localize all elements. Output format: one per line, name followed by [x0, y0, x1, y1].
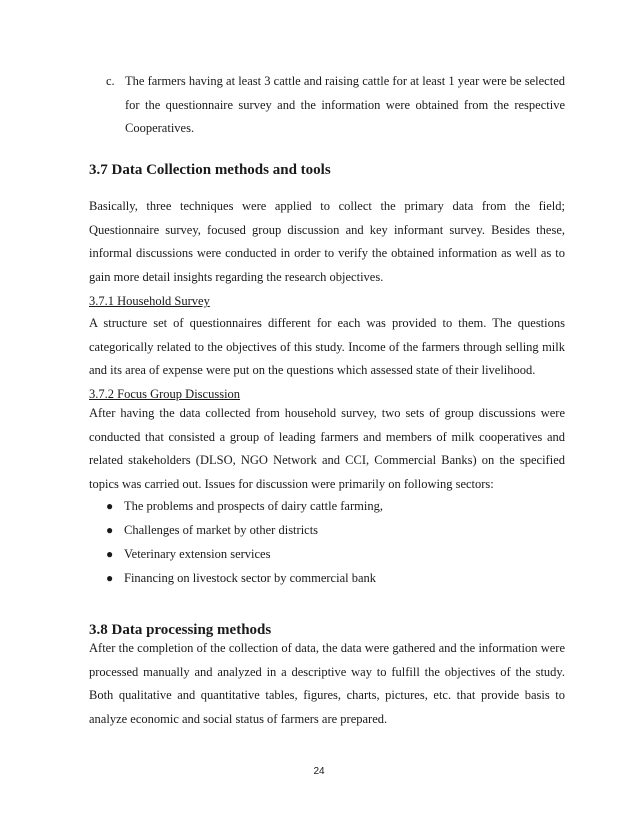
bullet-icon: ● — [106, 570, 114, 585]
subsection-paragraph-3-7-1: A structure set of questionnaires different for each was provided to them. The questions categorically related to the objectives of this study. Income of the farmers through selling milk and its area of expense were put on the questions which assessed state of their livelihood. — [89, 316, 565, 377]
list-item — [106, 494, 565, 518]
section-heading-3-7: 3.7 Data Collection methods and tools — [89, 162, 331, 178]
bullet-icon: ● — [106, 522, 114, 537]
section-paragraph-3-7: Basically, three techniques were applied to collect the primary data from the field; Questionnaire survey, focused group discussion and key informant survey. Besides these, informal discussions were conducted in order to verify the obtained information as well as to gain more detail insights regarding the research objectives. — [89, 199, 565, 284]
list-item — [106, 518, 565, 542]
subsection-heading-3-7-1: 3.7.1 Household Survey — [89, 294, 210, 308]
section-heading-3-8: 3.8 Data processing methods — [89, 622, 272, 638]
list-item-text: Financing on livestock sector by commercial bank — [124, 570, 377, 585]
list-item-text: Challenges of market by other districts — [124, 522, 319, 537]
list-item-text: The farmers having at least 3 cattle and raising cattle for at least 1 year were be selected for the questionnaire survey and the information were obtained from the respective Cooperatives. — [125, 74, 565, 135]
section-paragraph-3-8: After the completion of the collection of data, the data were gathered and the information were processed manually and analyzed in a descriptive way to fulfill the objectives of the study. Both qualitative and quantitative tables, figures, charts, pictures, etc. that provide basis to analyze economic and social status of farmers are prepared. — [89, 641, 565, 726]
list-item-text: Veterinary extension services — [124, 546, 271, 561]
list-item-text: The problems and prospects of dairy cattle farming, — [124, 498, 383, 513]
page-number: 24 — [313, 766, 325, 777]
discussion-topics-list — [106, 494, 565, 590]
subsection-paragraph-3-7-2: After having the data collected from household survey, two sets of group discussions were conducted that consisted a group of leading farmers and members of milk cooperatives and related stakeholders (DLSO, NGO Network and CCI, Commercial Banks) on the specified topics was carried out. Issues for discussion were primarily on following sectors: — [89, 406, 565, 491]
list-item — [106, 542, 565, 566]
list-item-c — [106, 70, 565, 141]
bullet-icon: ● — [106, 546, 114, 561]
list-marker: c. — [106, 74, 115, 88]
list-item — [106, 566, 565, 590]
subsection-heading-3-7-2: 3.7.2 Focus Group Discussion — [89, 387, 241, 401]
bullet-icon: ● — [106, 498, 114, 513]
